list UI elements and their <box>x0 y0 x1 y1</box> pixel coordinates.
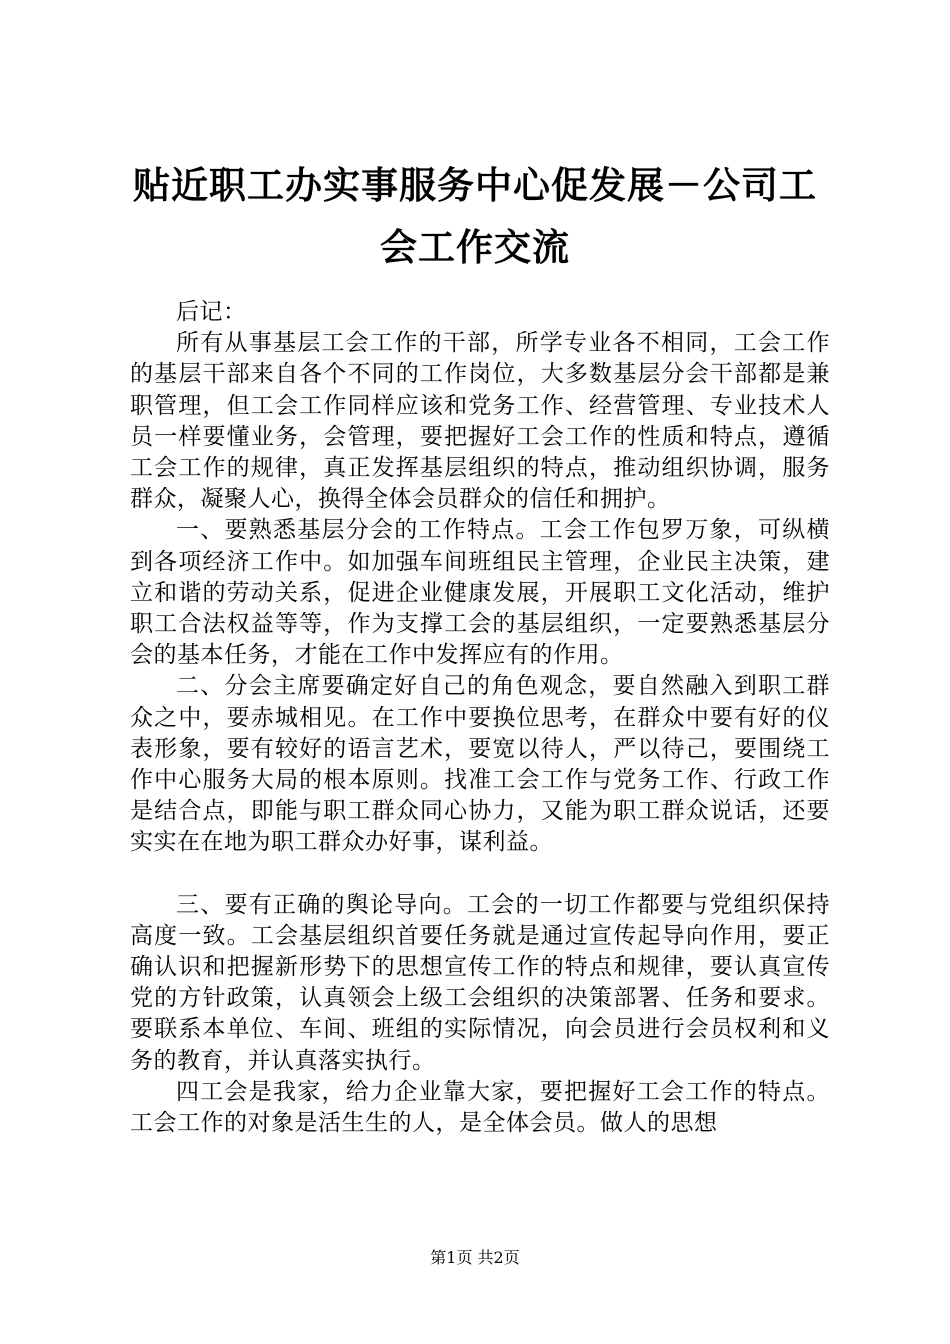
paragraph-point-3: 三、要有正确的舆论导向。工会的一切工作都要与党组织保持高度一致。工会基层组织首要任务就是通过宣传起导向作用，要正确认识和把握新形势下的思想宣传工作的特点和规律，要认真宣传党的方针政策，认真领会上级工会组织的决策部署、任务和要求。要联系本单位、车间、班组的实际情况，向会员进行会员权利和义务的教育，并认真落实执行。 <box>130 891 830 1074</box>
paragraph-point-1: 一、要熟悉基层分会的工作特点。工会工作包罗万象，可纵横到各项经济工作中。如加强车间班组民主管理，企业民主决策，建立和谐的劳动关系，促进企业健康发展，开展职工文化活动，维护职工合法权益等等，作为支撑工会的基层组织，一定要熟悉基层分会的基本任务，才能在工作中发挥应有的作用。 <box>130 517 830 669</box>
paragraph-point-4: 四工会是我家，给力企业靠大家，要把握好工会工作的特点。工会工作的对象是活生生的人，是全体会员。做人的思想 <box>130 1078 830 1137</box>
page-number-footer: 第1页 共2页 <box>430 1248 520 1267</box>
paragraph-postscript-label: 后记： <box>176 299 247 325</box>
document-body <box>130 297 830 1139</box>
paragraph-point-2: 二、分会主席要确定好自己的角色观念，要自然融入到职工群众之中，要赤城相见。在工作中要换位思考，在群众中要有好的仪表形象，要有较好的语言艺术，要宽以待人，严以待己，要围绕工作中心服务大局的根本原则。找准工会工作与党务工作、行政工作是结合点，即能与职工群众同心协力，又能为职工群众说话，还要实实在在地为职工群众办好事，谋利益。 <box>130 673 830 856</box>
paragraph-intro: 所有从事基层工会工作的干部，所学专业各不相同，工会工作的基层干部来自各个不同的工作岗位，大多数基层分会干部都是兼职管理，但工会工作同样应该和党务工作、经营管理、专业技术人员一样要懂业务，会管理，要把握好工会工作的性质和特点，遵循工会工作的规律，真正发挥基层组织的特点，推动组织协调，服务群众，凝聚人心，换得全体会员群众的信任和拥护。 <box>130 330 830 513</box>
document-title: 贴近职工办实事服务中心促发展－公司工会工作交流 <box>133 164 817 269</box>
